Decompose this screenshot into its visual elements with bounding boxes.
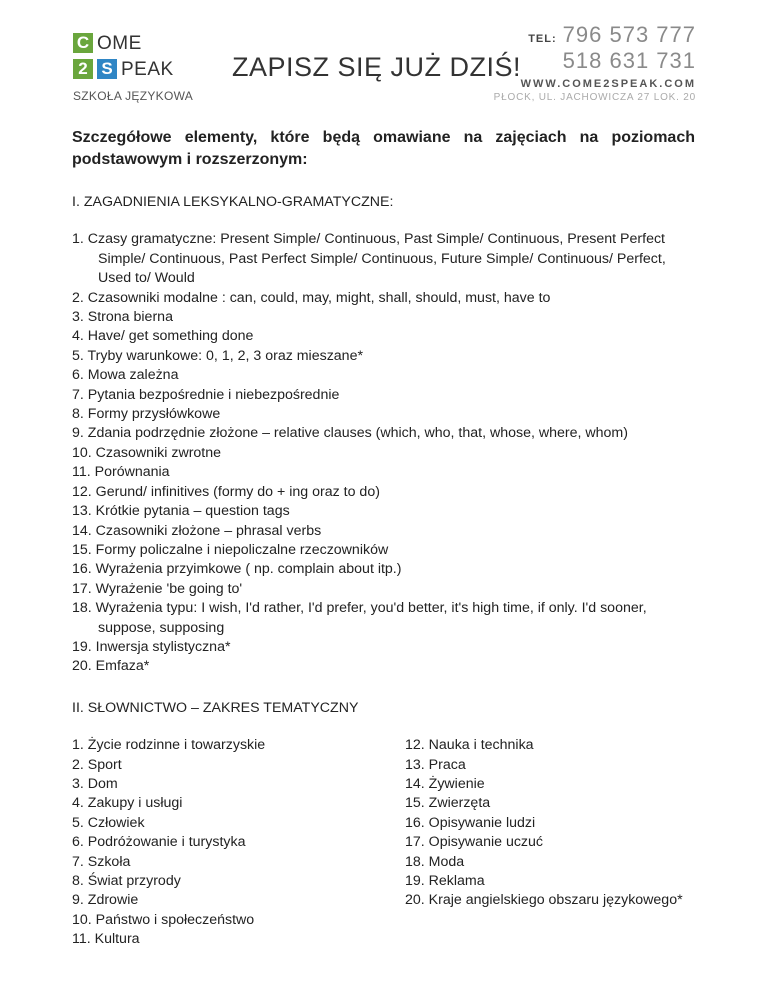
list-item: 7. Szkoła xyxy=(72,853,131,870)
document-content xyxy=(72,127,695,950)
grammar-topics-list xyxy=(72,230,695,676)
list-item: 9. Zdania podrzędnie złożone – relative clauses (which, who, that, whose, where, whom) xyxy=(72,425,628,442)
list-item: 10. Czasowniki zwrotne xyxy=(72,444,222,461)
list-item: 19. Inwersja stylistyczna* xyxy=(72,638,231,655)
list-item: 10. Państwo i społeczeństwo xyxy=(72,911,255,928)
list-item: 13. Krótkie pytania – question tags xyxy=(72,503,290,520)
list-item: 9. Zdrowie xyxy=(72,892,139,909)
list-item: 15. Formy policzalne i niepoliczalne rzeczowników xyxy=(72,541,389,558)
list-item: 15. Zwierzęta xyxy=(405,795,491,812)
list-item: 14. Żywienie xyxy=(405,775,485,792)
list-item: 18. Moda xyxy=(405,853,465,870)
section-2-title: II. SŁOWNICTWO – ZAKRES TEMATYCZNY xyxy=(72,699,359,716)
list-item: 16. Opisywanie ludzi xyxy=(405,814,536,831)
list-item: 17. Opisywanie uczuć xyxy=(405,834,544,851)
list-item: 3. Strona bierna xyxy=(72,309,173,326)
vocabulary-column-left xyxy=(72,736,405,949)
list-item: 7. Pytania bezpośrednie i niebezpośrednie xyxy=(72,386,340,403)
list-item: 14. Czasowniki złożone – phrasal verbs xyxy=(72,522,322,539)
vocabulary-list-right xyxy=(405,736,695,911)
list-item: 20. Kraje angielskiego obszaru językowego* xyxy=(405,892,683,909)
logo-subtitle: SZKOŁA JĘZYKOWA xyxy=(73,89,194,103)
logo-s-block: S xyxy=(97,59,117,79)
list-item: 8. Świat przyrody xyxy=(72,873,181,889)
list-item: 16. Wyrażenia przyimkowe ( np. complain about itp.) xyxy=(72,561,402,578)
list-item: 4. Have/ get something done xyxy=(72,328,254,345)
list-item: 8. Formy przysłówkowe xyxy=(72,406,221,423)
list-item: 20. Emfaza* xyxy=(72,658,150,675)
contact-block xyxy=(494,22,696,103)
vocabulary-column-right xyxy=(405,736,695,949)
list-item: 6. Podróżowanie i turystyka xyxy=(72,834,246,851)
tel-label: TEL: xyxy=(528,33,557,45)
logo-word-ome: OME xyxy=(97,33,142,54)
section-1-title: I. ZAGADNIENIA LEKSYKALNO-GRAMATYCZNE: xyxy=(72,194,394,210)
list-item: 6. Mowa zależna xyxy=(72,367,179,384)
list-item: 19. Reklama xyxy=(405,873,485,889)
headline: ZAPISZ SIĘ JUŻ DZIŚ! xyxy=(232,52,522,82)
website-link[interactable]: WWW.COME2SPEAK.COM xyxy=(520,78,696,90)
list-item: 3. Dom xyxy=(72,775,118,792)
list-item: 12. Gerund/ infinitives (formy do + ing oraz to do) xyxy=(72,483,380,500)
list-item: 11. Kultura xyxy=(72,931,140,948)
address: PŁOCK, UL. JACHOWICZA 27 LOK. 20 xyxy=(493,92,696,103)
logo-word-peak: PEAK xyxy=(121,59,174,80)
list-item: 17. Wyrażenie 'be going to' xyxy=(72,580,243,597)
phone-number-1[interactable]: 796 573 777 xyxy=(562,22,696,47)
logo-2-block: 2 xyxy=(73,59,93,79)
school-logo xyxy=(73,33,223,108)
vocabulary-columns xyxy=(72,736,695,949)
list-item: 4. Zakupy i usługi xyxy=(72,795,183,812)
list-item: 1. Czasy gramatyczne: Present Simple/ Continuous, Past Simple/ Continuous, Present Perfect Simple/ Continuous, Past Perfect Simple/ Continuous, Future Simple/ Continuous/ Perfect, Used to/ Would xyxy=(72,231,666,287)
logo-c-block: C xyxy=(73,33,93,53)
phone-number-2[interactable]: 518 631 731 xyxy=(562,48,696,73)
list-item: 18. Wyrażenia typu: I wish, I'd rather, I'd prefer, you'd better, it's high time, if only. I'd sooner, suppose, supposing xyxy=(72,600,647,636)
list-item: 1. Życie rodzinne i towarzyskie xyxy=(72,737,266,754)
list-item: 5. Tryby warunkowe: 0, 1, 2, 3 oraz mieszane* xyxy=(72,347,363,364)
list-item: 5. Człowiek xyxy=(72,814,145,831)
list-item: 13. Praca xyxy=(405,756,466,773)
list-item: 2. Czasowniki modalne : can, could, may, might, shall, should, must, have to xyxy=(72,289,551,306)
list-item: 2. Sport xyxy=(72,756,122,773)
vocabulary-list-left xyxy=(72,736,405,949)
lead-paragraph: Szczegółowe elementy, które będą omawiane na zajęciach na poziomach podstawowym i rozszerzonym: xyxy=(72,129,695,168)
list-item: 11. Porównania xyxy=(72,464,170,481)
list-item: 12. Nauka i technika xyxy=(405,737,534,754)
